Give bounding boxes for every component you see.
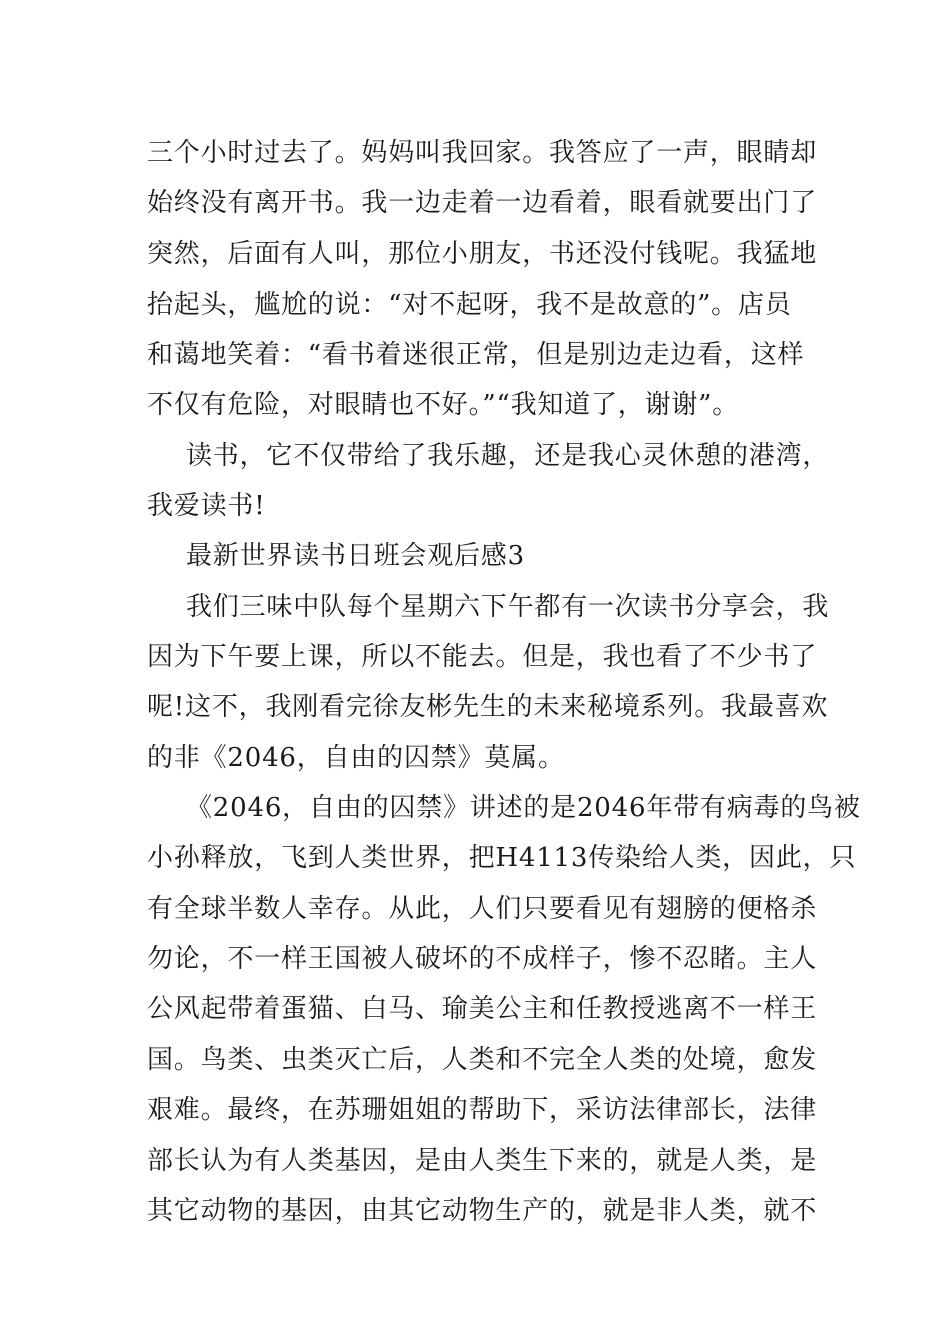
text-line: 不仅有危险，对眼睛也不好。”“我知道了，谢谢”。 xyxy=(147,390,740,420)
text-line: 其它动物的基因，由其它动物生产的，就是非人类，就不 xyxy=(147,1196,818,1226)
text-line: 勿论，不一样王国被人破坏的不成样子，惨不忍睹。主人 xyxy=(147,944,818,974)
text-line: 小孙释放，飞到人类世界，把H4113传染给人类，因此，只 xyxy=(147,843,857,873)
paragraph-start: 我们三味中队每个星期六下午都有一次读书分享会，我 xyxy=(186,592,830,622)
paragraph-start: 《2046，自由的囚禁》讲述的是2046年带有病毒的鸟被 xyxy=(186,793,861,823)
text-line: 始终没有离开书。我一边走着一边看着，眼看就要出门了 xyxy=(147,188,818,218)
text-line: 抬起头，尴尬的说：“对不起呀，我不是故意的”。店员 xyxy=(147,290,792,320)
text-line: 公风起带着蛋猫、白马、瑜美公主和任教授逃离不一样王 xyxy=(147,994,818,1024)
text-line: 的非《2046，自由的囚禁》莫属。 xyxy=(147,743,565,773)
text-line: 因为下午要上课，所以不能去。但是，我也看了不少书了 xyxy=(147,642,818,672)
text-line: 呢!这不，我刚看完徐友彬先生的未来秘境系列。我最喜欢 xyxy=(147,692,829,722)
paragraph-start: 读书，它不仅带给了我乐趣，还是我心灵休憩的港湾， xyxy=(186,441,830,471)
text-line: 艰难。最终，在苏珊姐姐的帮助下，采访法律部长，法律 xyxy=(147,1095,818,1125)
text-line: 突然，后面有人叫，那位小朋友，书还没付钱呢。我猛地 xyxy=(147,239,818,269)
text-line: 和蔼地笑着：“看书着迷很正常，但是别边走边看，这样 xyxy=(147,340,805,370)
text-line: 我爱读书! xyxy=(147,491,266,521)
text-line: 部长认为有人类基因，是由人类生下来的，就是人类，是 xyxy=(147,1146,818,1176)
text-line: 有全球半数人幸存。从此，人们只要看见有翅膀的便格杀 xyxy=(147,894,818,924)
text-line: 三个小时过去了。妈妈叫我回家。我答应了一声，眼睛却 xyxy=(147,138,818,168)
section-heading: 最新世界读书日班会观后感3 xyxy=(186,541,525,571)
text-line: 国。鸟类、虫类灭亡后，人类和不完全人类的处境，愈发 xyxy=(147,1045,818,1075)
